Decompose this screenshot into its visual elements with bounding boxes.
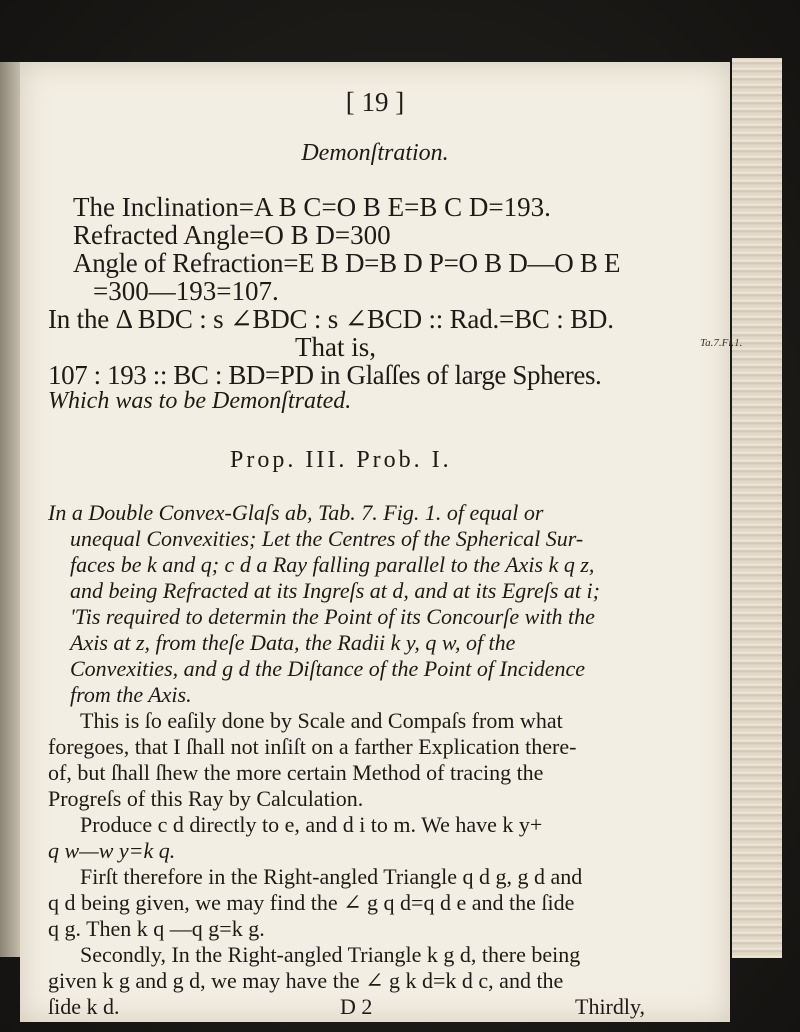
body-line-4: Progreſs of this Ray by Calculation. [48,786,364,811]
demo-line-1: The Inclination=A B C=O B E=B C D=193. [73,192,551,222]
prop-line-7: Convexities, and g d the Diſtance of the Point of Incidence [70,656,586,681]
demo-line-3: Angle of Refraction=E B D=B D P=O B D—O B E [73,248,621,278]
body-line-3: of, but ſhall ſhew the more certain Method of tracing the [48,760,544,785]
page-edges [732,58,782,958]
body-line-6: q w—w y=k q. [48,838,176,863]
demo-line-8: Which was to be Demonſtrated. [48,388,352,414]
body-line-12: ſide k d. [48,994,120,1019]
body-line-7: Firſt therefore in the Right-angled Triangle q d g, g d and [80,864,583,889]
prop-line-5: 'Tis required to determin the Point of its Concourſe with the [70,604,595,629]
prop-line-4: and being Refracted at its Ingreſs at d, and at its Egreſs at i; [70,578,600,603]
prop-line-1: In a Double Convex-Glaſs ab, Tab. 7. Fig. 1. of equal or [48,500,544,525]
body-line-8: q d being given, we may find the ∠ g q d=q d e and the ſide [48,890,575,915]
heading-demonstration: Demonſtration. [301,140,449,166]
demo-line-5: In the Δ BDC : s ∠BDC : s ∠BCD :: Rad.=BC : BD. [48,304,614,334]
prop-heading: Prop. III. Prob. I. [230,447,452,473]
signature-mark: D 2 [340,994,373,1019]
prop-line-2: unequal Convexities; Let the Centres of the Spherical Sur- [70,526,584,551]
book-gutter [0,62,22,957]
body-line-2: foregoes, that I ſhall not inſiſt on a farther Explication there- [48,734,577,759]
margin-note: Ta.7.Fi.1. [700,337,743,349]
body-line-1: This is ſo eaſily done by Scale and Compaſs from what [80,708,563,733]
prop-line-8: from the Axis. [70,682,192,707]
body-line-11: given k g and g d, we may have the ∠ g k d=k d c, and the [48,968,564,993]
demo-line-2: Refracted Angle=O B D=300 [73,220,391,250]
prop-line-3: faces be k and q; c d a Ray falling parallel to the Axis k q z, [70,552,595,577]
demo-line-6: That is, [295,332,376,362]
body-line-5: Produce c d directly to e, and d i to m. We have k y+ [80,812,543,837]
page-number: [ 19 ] [345,87,405,117]
body-line-9: q g. Then k q —q g=k g. [48,916,265,941]
catchword: Thirdly, [575,994,646,1019]
book-page [20,62,743,1022]
body-line-10: Secondly, In the Right-angled Triangle k g d, there being [80,942,581,967]
demo-line-4: =300—193=107. [93,276,279,306]
prop-line-6: Axis at z, from theſe Data, the Radii k y, q w, of the [70,630,516,655]
demo-line-7: 107 : 193 :: BC : BD=PD in Glaſſes of large Spheres. [48,360,602,390]
